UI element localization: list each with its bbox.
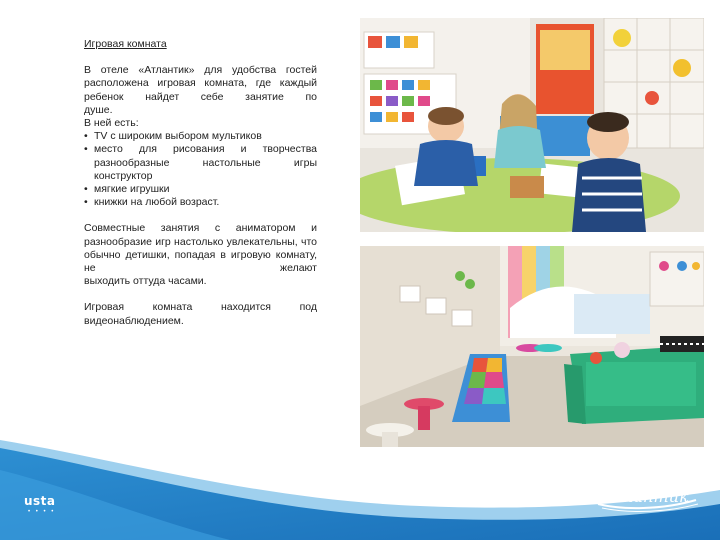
text-column <box>84 38 317 328</box>
activities-paragraph: Совместные занятия с аниматором и разнообразие игр настолько увлекательны, что обычно детишки, попадая в игровую комнату, не желают <box>84 222 317 275</box>
amenities-list <box>84 130 317 209</box>
intro-paragraph: В отеле «Атлантик» для удобства гостей расположена игровая комната, где каждый ребенок найдет себе занятие по <box>84 64 317 103</box>
photo-children-drawing <box>360 18 704 232</box>
logo-text-main: Атлантик <box>596 487 689 506</box>
intro-paragraph-end: душе. <box>84 103 113 116</box>
atlantik-hotel-logo <box>592 470 702 514</box>
list-item: • мягкие игрушки <box>84 183 317 196</box>
activities-paragraph-end: выходить оттуда часами. <box>84 275 207 288</box>
photo-play-room <box>360 246 704 447</box>
surveillance-paragraph-end: видеонаблюдением. <box>84 314 184 327</box>
surveillance-paragraph: Игровая комната находится под <box>84 301 317 314</box>
list-item: • книжки на любой возраст. <box>84 196 317 209</box>
usta-logo-dots: • • • • <box>28 509 56 515</box>
logo-text-top: отель <box>648 475 688 489</box>
section-title: Игровая комната <box>84 38 167 50</box>
usta-logo: usta <box>24 494 56 508</box>
list-item: • TV с широким выбором мультиков <box>84 130 317 143</box>
list-heading: В ней есть: <box>84 117 139 130</box>
list-item: • место для рисования и творчества разнообразные настольные игры конструктор <box>84 143 317 183</box>
